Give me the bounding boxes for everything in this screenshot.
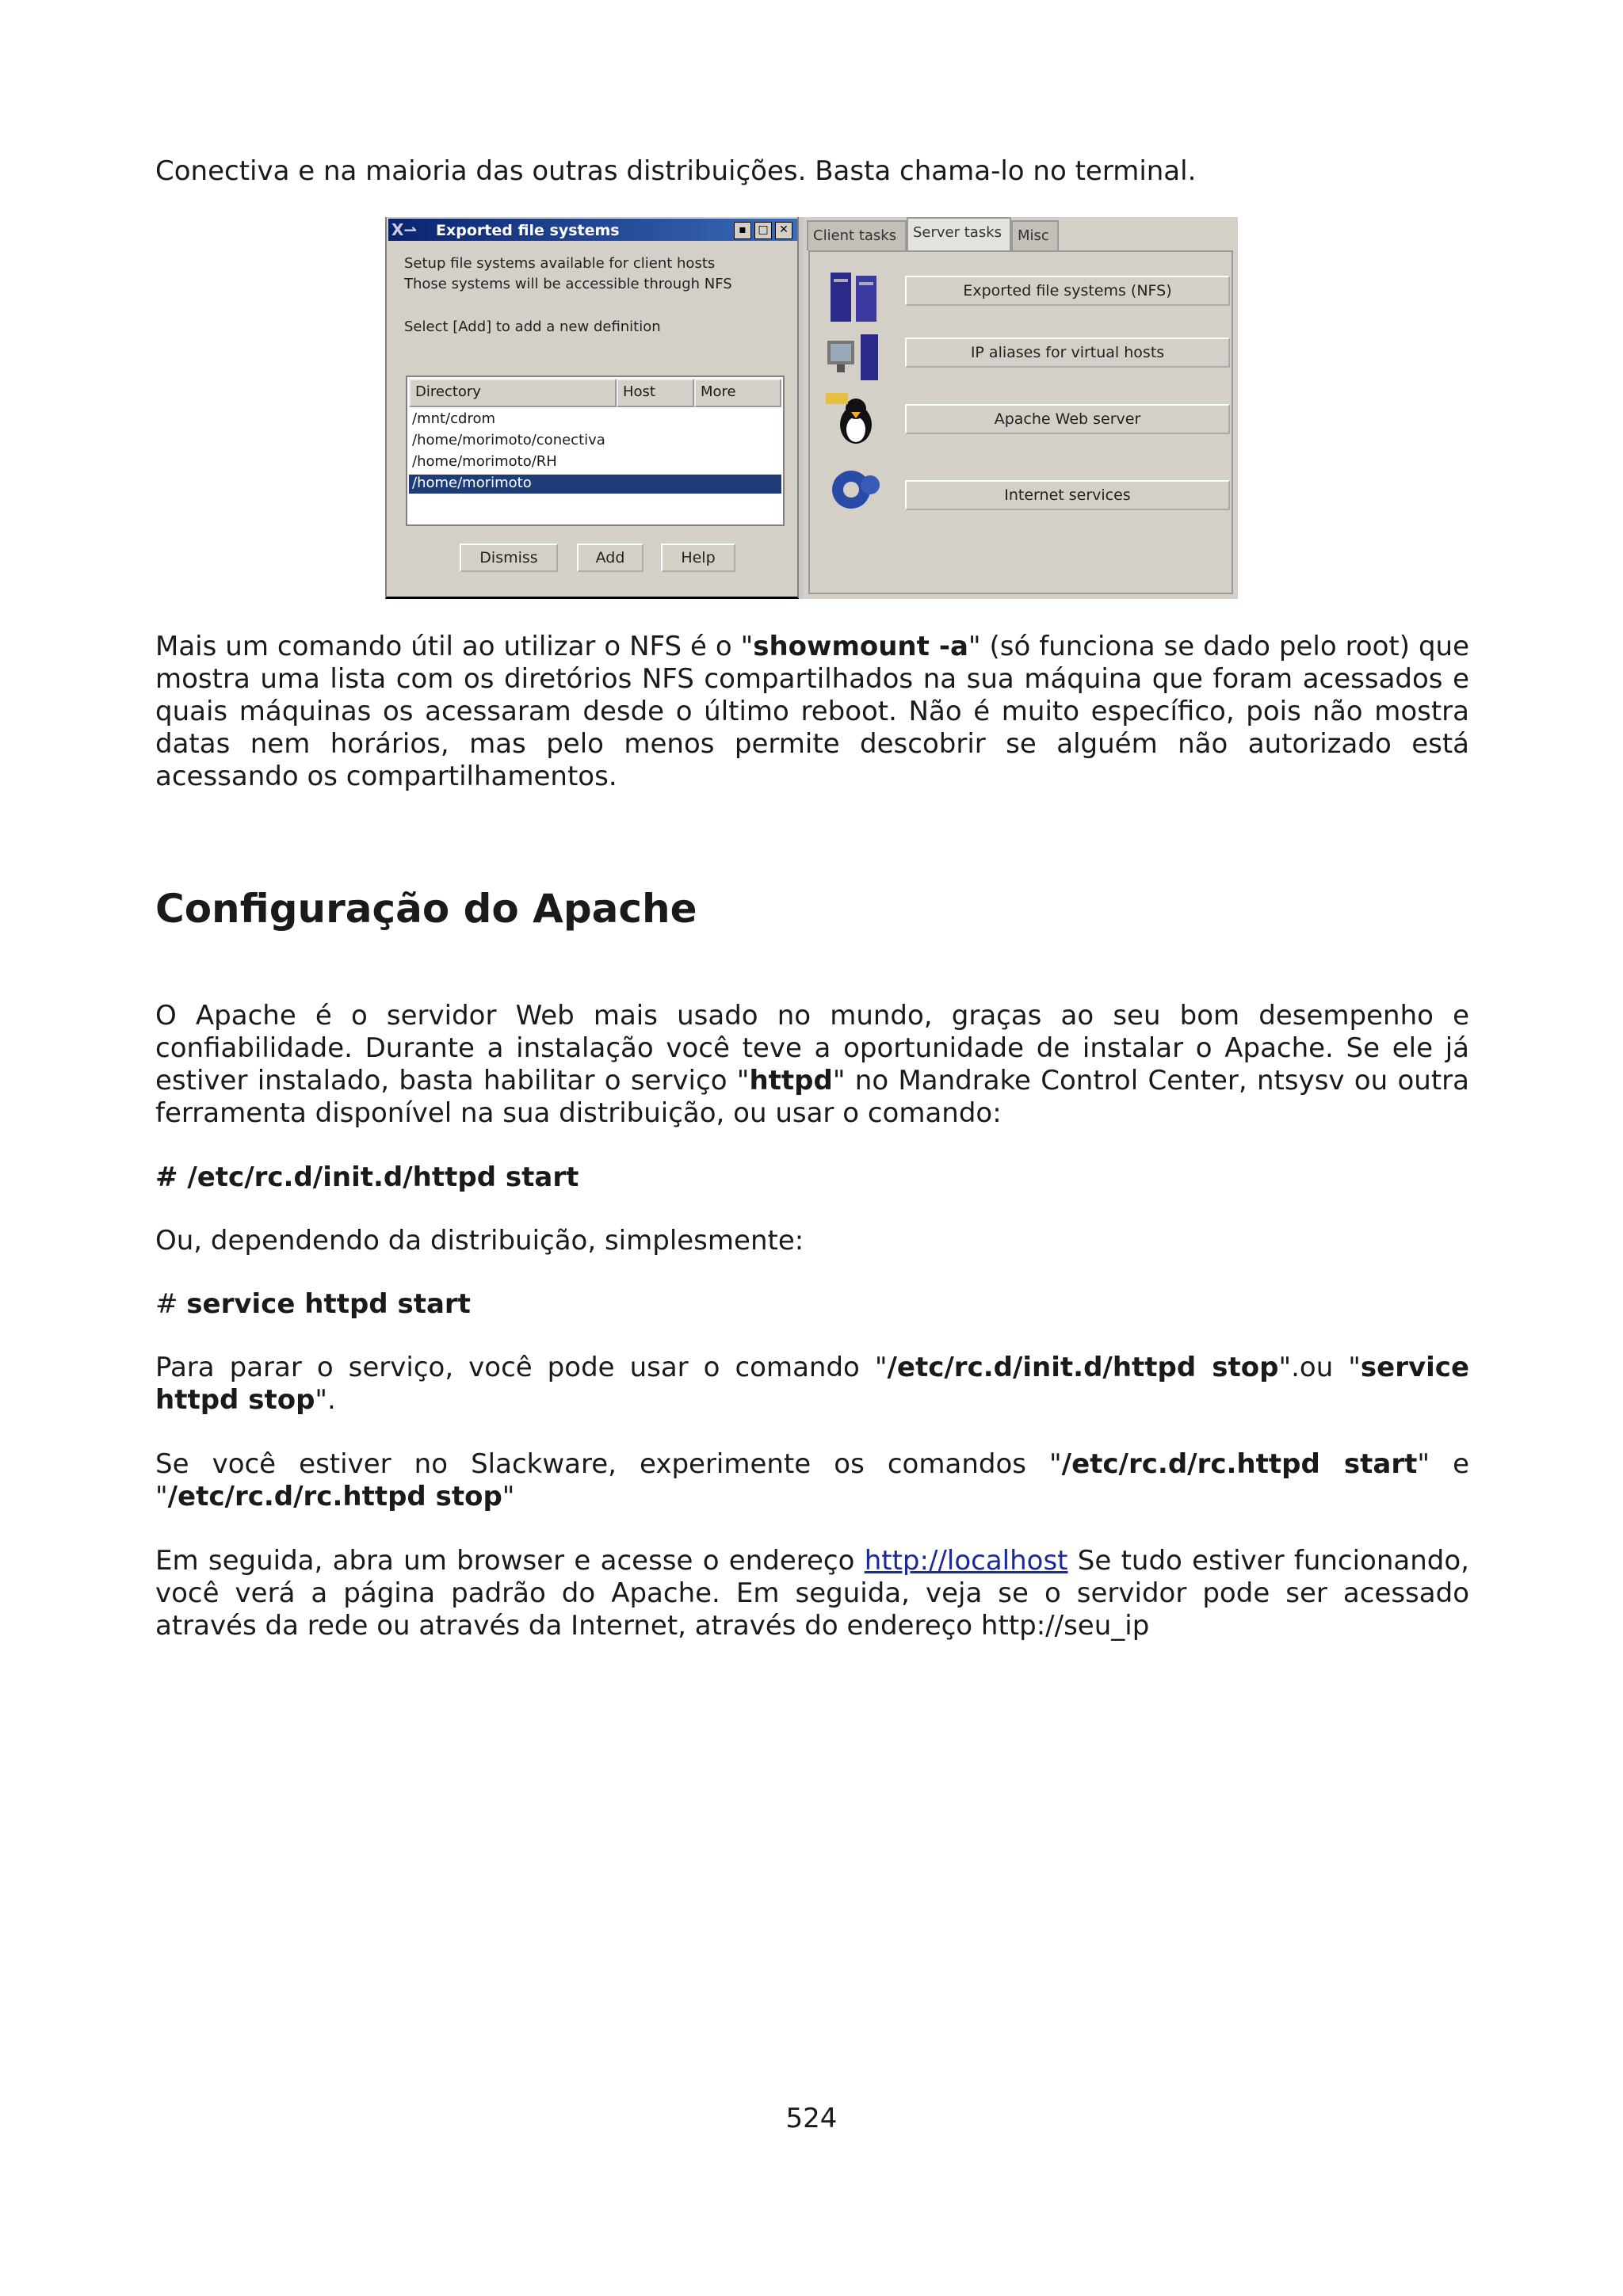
exported-fs-window bbox=[385, 217, 799, 599]
section-heading: Configuração do Apache bbox=[155, 886, 697, 932]
tab-misc[interactable]: Misc bbox=[1011, 220, 1059, 250]
command-text: /etc/rc.d/rc.httpd stop bbox=[167, 1481, 502, 1512]
directory-list[interactable] bbox=[406, 376, 785, 526]
text-span: Para parar o serviço, você pode usar o comando " bbox=[155, 1352, 888, 1383]
help-button[interactable]: Help bbox=[661, 543, 735, 572]
list-item[interactable]: /mnt/cdrom bbox=[412, 410, 496, 427]
instruction-text: Select [Add] to add a new definition bbox=[404, 318, 661, 335]
close-icon[interactable]: ✕ bbox=[775, 222, 792, 239]
internet-services-button[interactable]: Internet services bbox=[905, 480, 1230, 510]
nfs-servers-icon bbox=[824, 269, 888, 325]
text-span: " bbox=[502, 1481, 515, 1512]
slackware-paragraph bbox=[155, 1448, 1469, 1513]
browser-paragraph bbox=[155, 1545, 1469, 1642]
column-header-directory[interactable]: Directory bbox=[409, 379, 617, 407]
description-line: Those systems will be accessible through NFS bbox=[404, 276, 732, 292]
text-span: " (só funciona se dado pelo root) que mostra uma lista com os diretórios NFS compartilhados na sua máquina que foram acessados e quais máquinas os acessaram desde o último reboot. Não é muito específico, pois não mostra datas nem horários, mas pelo menos permite descobrir se alguém não autorizado está acessando os compartilhamentos. bbox=[155, 631, 1469, 792]
text-span: Se tudo estiver funcionando, você verá a página padrão do Apache. Em seguida, veja se o servidor pode ser acessado através da rede ou através da Internet, através do endereço http://seu_ip bbox=[155, 1545, 1469, 1642]
window-titlebar[interactable] bbox=[388, 219, 797, 241]
tab-client-tasks[interactable]: Client tasks bbox=[807, 220, 907, 250]
command-service-start bbox=[155, 1288, 1469, 1321]
ip-aliases-icon bbox=[824, 330, 888, 385]
alternative-paragraph: Ou, dependendo da distribuição, simplesmente: bbox=[155, 1225, 804, 1257]
list-item-selected[interactable]: /home/morimoto bbox=[409, 475, 781, 494]
apache-intro-paragraph bbox=[155, 1000, 1469, 1130]
control-panel bbox=[804, 217, 1238, 599]
command-text: service httpd start bbox=[186, 1288, 471, 1320]
command-text: # /etc/rc.d/init.d/httpd start bbox=[155, 1161, 579, 1193]
text-span: Em seguida, abra um browser e acesse o endereço bbox=[155, 1545, 865, 1577]
service-name: httpd bbox=[749, 1065, 833, 1097]
description-line: Setup file systems available for client hosts bbox=[404, 255, 716, 272]
command-start bbox=[155, 1161, 1469, 1194]
dismiss-button[interactable]: Dismiss bbox=[460, 543, 558, 572]
maximize-icon[interactable]: □ bbox=[754, 222, 772, 239]
text-span: " no Mandrake Control Center, ntsysv ou outra ferramenta disponível na sua distribuição, ou usar o comando: bbox=[155, 1065, 1469, 1129]
showmount-paragraph bbox=[155, 631, 1469, 793]
server-tasks-panel bbox=[808, 250, 1233, 594]
hash-prompt: # bbox=[155, 1288, 187, 1320]
stop-paragraph bbox=[155, 1352, 1469, 1417]
column-header-host[interactable]: Host bbox=[617, 379, 694, 407]
gear-icon bbox=[824, 461, 888, 517]
command-showmount: showmount -a bbox=[753, 631, 968, 662]
text-span: Mais um comando útil ao utilizar o NFS é o " bbox=[155, 631, 754, 662]
nfs-screenshot bbox=[385, 217, 1238, 599]
x-logo-icon: X⇀ bbox=[391, 220, 418, 239]
text-span: O Apache é o servidor Web mais usado no mundo, graças ao seu bom desempenho e confiabilidade. Durante a instalação você teve a oportunidade de instalar o Apache. Se ele já estiver instalado, basta habilitar o serviço " bbox=[155, 1000, 1469, 1097]
penguin-icon bbox=[824, 391, 888, 447]
minimize-icon[interactable]: ▪ bbox=[734, 222, 751, 239]
text-span: Se você estiver no Slackware, experimente os comandos " bbox=[155, 1448, 1062, 1480]
tab-server-tasks[interactable]: Server tasks bbox=[907, 217, 1011, 252]
intro-paragraph: Conectiva e na maioria das outras distribuições. Basta chama-lo no terminal. bbox=[155, 155, 1197, 187]
localhost-link[interactable]: http://localhost bbox=[864, 1545, 1068, 1577]
text-span: ". bbox=[315, 1384, 336, 1416]
ip-aliases-button[interactable]: IP aliases for virtual hosts bbox=[905, 338, 1230, 368]
text-span: " e " bbox=[155, 1448, 1469, 1512]
column-header-more[interactable]: More bbox=[694, 379, 781, 407]
window-title: Exported file systems bbox=[436, 222, 620, 239]
command-text: /etc/rc.d/rc.httpd start bbox=[1061, 1448, 1418, 1480]
exported-fs-button[interactable]: Exported file systems (NFS) bbox=[905, 276, 1230, 306]
apache-server-button[interactable]: Apache Web server bbox=[905, 404, 1230, 434]
list-item[interactable]: /home/morimoto/conectiva bbox=[412, 432, 605, 448]
page-number: 524 bbox=[785, 2103, 838, 2134]
command-text: service httpd stop bbox=[155, 1352, 1470, 1416]
add-button[interactable]: Add bbox=[577, 543, 643, 572]
text-span: ".ou " bbox=[1278, 1352, 1361, 1383]
list-item[interactable]: /home/morimoto/RH bbox=[412, 453, 557, 470]
command-text: /etc/rc.d/init.d/httpd stop bbox=[887, 1352, 1279, 1383]
